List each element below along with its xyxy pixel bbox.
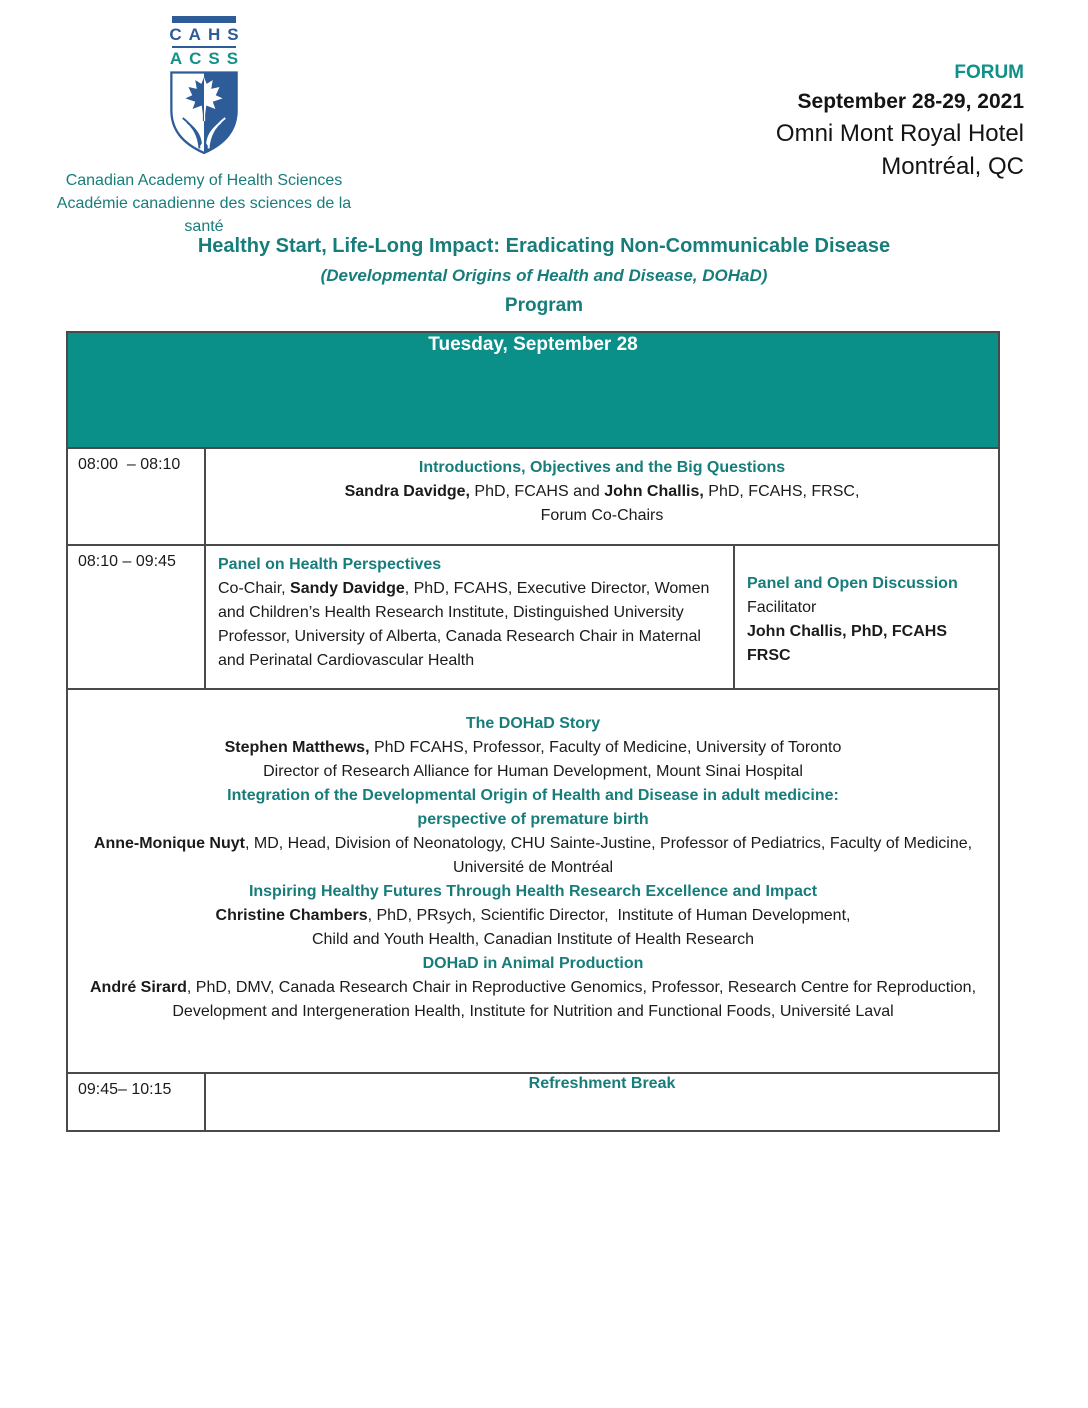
org-name-french: Académie canadienne des sciences de la santé [56,195,352,235]
logo-divider [172,46,236,48]
break-cell [205,1073,999,1131]
forum-subtitle: (Developmental Origins of Health and Disease, DOHaD) [320,266,768,285]
time-cell: 08:10 – 09:45 [67,545,205,689]
maple-leaf-shield-icon [44,71,364,161]
session-row-introductions [67,448,999,545]
session-title: Introductions, Objectives and the Big Questions [418,459,786,476]
talk-title: The DOHaD Story [465,715,601,732]
event-info [776,60,1024,183]
event-city: Montréal, QC [881,153,1024,180]
speaker-name: Stephen Matthews, [224,739,370,756]
event-dates: September 28-29, 2021 [797,90,1024,113]
logo-acronym-en: CAHS [169,25,246,44]
facilitator-name: John Challis, PhD, FCAHS FRSC [747,623,948,664]
session-speakers: Sandra Davidge, PhD, FCAHS and John Challis, PhD, FCAHS, FRSC, [344,483,860,500]
panel-cochair: Co-Chair, Sandy Davidge, PhD, FCAHS, Executive Director, Women and Children’s Health Research Institute, Distinguished University Professor, University of Alberta, Canada Research Chair in Maternal and Perinatal Cardiovascular Health [218,580,710,669]
speaker-name: Sandy Davidge [290,580,405,597]
speaker-name: Anne-Monique Nuyt [93,835,245,852]
speaker-name: Christine Chambers [215,907,368,924]
speaker-name: John Challis, [604,483,704,500]
organization-names [44,169,364,238]
event-label: FORUM [954,62,1024,83]
talk-title: Integration of the Developmental Origin of Health and Disease in adult medicine: [227,787,839,804]
forum-title: Healthy Start, Life-Long Impact: Eradicating Non-Communicable Disease [197,235,891,257]
program-label: Program [504,295,584,316]
day-header-row [67,332,999,448]
time-cell: 08:00 – 08:10 [67,448,205,545]
talks-cell [67,689,999,1073]
cahs-logo [44,16,364,238]
talk-title: DOHaD in Animal Production [422,955,644,972]
org-name-english: Canadian Academy of Health Sciences [65,172,343,189]
talk-title: perspective of premature birth [417,811,649,828]
session-row-panel [67,545,999,689]
session-cell [205,448,999,545]
talk-title: Inspiring Healthy Futures Through Health Research Excellence and Impact [248,883,818,900]
logo-top-bar [172,16,236,23]
panel-cell [205,545,734,689]
discussion-cell [734,545,999,689]
talks-row [67,689,999,1073]
day-header: Tuesday, September 28 [67,332,999,448]
talk-affiliation-line: Director of Research Alliance for Human Development, Mount Sinai Hospital [263,763,803,780]
talk-speaker-line: Stephen Matthews, PhD FCAHS, Professor, Faculty of Medicine, University of Toronto [224,739,842,756]
talk-speaker-line: Anne-Monique Nuyt, MD, Head, Division of Neonatology, CHU Sainte-Justine, Professor of Pediatrics, Faculty of Medicine, Université de Montréal [93,835,973,876]
discussion-title: Panel and Open Discussion [747,575,958,592]
logo-acronym-fr: ACSS [169,49,246,68]
talk-affiliation-line: Child and Youth Health, Canadian Institute of Health Research [311,931,755,948]
talk-speaker-line: Christine Chambers, PhD, PRsych, Scientific Director, Institute of Human Development, [215,907,851,924]
event-venue: Omni Mont Royal Hotel [775,120,1024,147]
speaker-name: André Sirard [89,979,187,996]
speaker-name: Sandra Davidge, [344,483,470,500]
break-label: Refreshment Break [528,1075,676,1092]
time-cell: 09:45– 10:15 [67,1073,205,1131]
session-role: Forum Co-Chairs [540,507,664,524]
talk-speaker-line: André Sirard, PhD, DMV, Canada Research Chair in Reproductive Genomics, Professor, Research Centre for Reproduction, Development and Intergeneration Health, Institute for Nutrition and Functional Foods, Université Laval [89,979,977,1020]
break-row [67,1073,999,1131]
program-table [66,331,1000,1132]
document-title-block [0,234,1088,318]
facilitator-label: Facilitator [747,599,817,616]
panel-title: Panel on Health Perspectives [218,556,442,573]
